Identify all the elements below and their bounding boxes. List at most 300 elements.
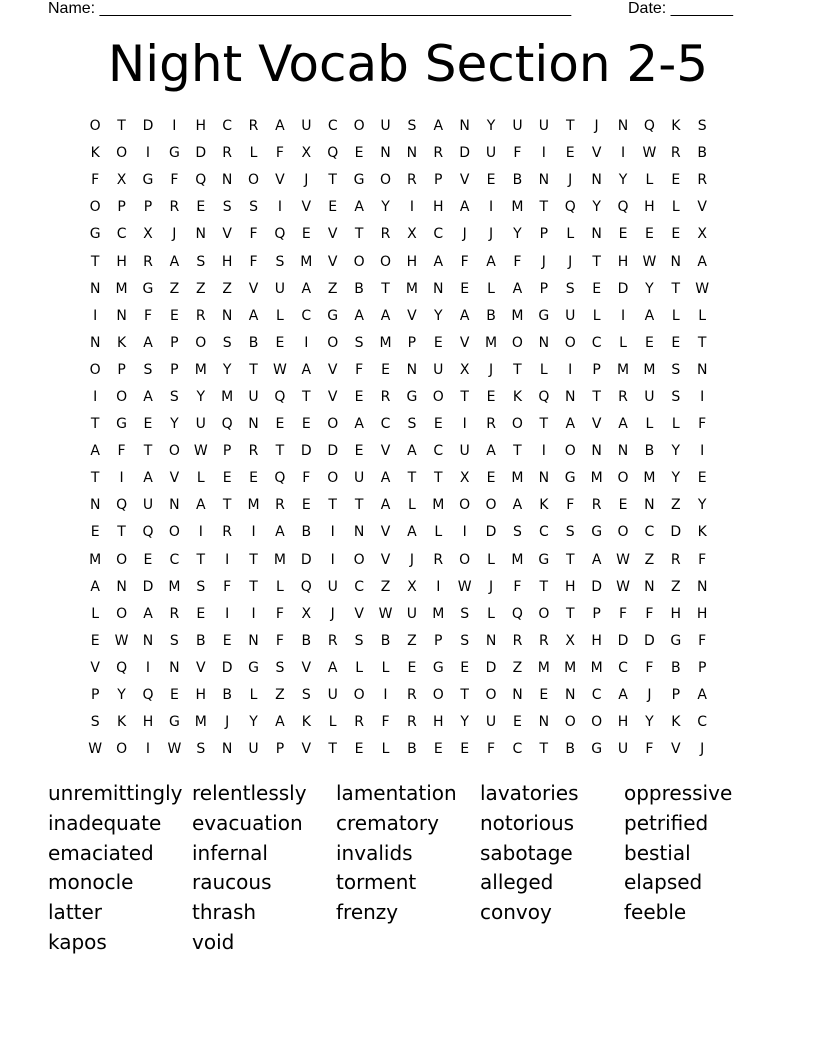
grid-letter[interactable]: A (618, 687, 628, 704)
grid-letter[interactable]: F (275, 605, 284, 622)
grid-letter[interactable]: F (170, 172, 179, 189)
grid-letter[interactable]: T (565, 605, 575, 622)
grid-letter[interactable]: F (275, 145, 284, 162)
grid-letter[interactable]: K (671, 118, 681, 135)
grid-letter[interactable]: Q (274, 388, 286, 405)
grid-letter[interactable]: T (328, 172, 337, 189)
grid-letter[interactable]: R (591, 497, 602, 514)
grid-letter[interactable]: Q (116, 659, 128, 676)
grid-letter[interactable]: T (90, 470, 100, 487)
grid-letter[interactable]: L (328, 714, 337, 731)
grid-letter[interactable]: P (117, 361, 126, 378)
grid-letter[interactable]: X (459, 470, 470, 487)
grid-letter[interactable]: X (407, 226, 417, 243)
grid-letter[interactable]: F (249, 253, 258, 270)
grid-letter[interactable]: R (670, 145, 681, 162)
grid-letter[interactable]: T (117, 524, 126, 541)
grid-letter[interactable]: M (590, 659, 603, 676)
grid-letter[interactable]: I (330, 551, 335, 568)
grid-letter[interactable]: D (300, 551, 312, 568)
grid-letter[interactable]: F (645, 605, 654, 622)
grid-letter[interactable]: H (591, 632, 602, 649)
grid-letter[interactable]: I (541, 145, 546, 162)
grid-letter[interactable]: D (670, 524, 682, 541)
grid-letter[interactable]: I (172, 118, 177, 135)
grid-letter[interactable]: D (300, 443, 312, 460)
grid-letter[interactable]: I (251, 524, 256, 541)
grid-letter[interactable]: O (353, 253, 365, 270)
grid-letter[interactable]: A (90, 443, 100, 460)
grid-letter[interactable]: K (116, 714, 127, 731)
grid-letter[interactable]: Y (618, 172, 628, 189)
grid-letter[interactable]: W (167, 741, 182, 758)
grid-letter[interactable]: Q (538, 388, 550, 405)
grid-letter[interactable]: S (565, 280, 575, 297)
grid-letter[interactable]: N (670, 253, 682, 270)
grid-letter[interactable]: Y (249, 714, 258, 731)
grid-letter[interactable]: F (355, 361, 364, 378)
grid-letter[interactable]: V (697, 199, 707, 216)
grid-letter[interactable]: T (354, 497, 364, 514)
grid-letter[interactable]: Y (117, 687, 126, 704)
grid-letter[interactable]: U (644, 388, 655, 405)
grid-letter[interactable]: E (618, 226, 628, 243)
grid-letter[interactable]: I (700, 388, 705, 405)
grid-letter[interactable]: E (644, 334, 654, 351)
grid-letter[interactable]: J (409, 551, 414, 568)
grid-letter[interactable]: O (116, 145, 128, 162)
grid-letter[interactable]: A (248, 307, 259, 324)
grid-letter[interactable]: O (168, 443, 180, 460)
grid-letter[interactable]: Y (513, 226, 522, 243)
grid-letter[interactable]: U (485, 714, 497, 731)
grid-letter[interactable]: R (222, 524, 233, 541)
grid-letter[interactable]: Q (511, 605, 523, 622)
grid-letter[interactable]: Q (643, 118, 655, 135)
grid-letter[interactable]: H (433, 714, 444, 731)
grid-letter[interactable]: H (617, 714, 629, 731)
grid-letter[interactable]: V (301, 659, 312, 676)
grid-letter[interactable]: A (565, 416, 576, 433)
grid-letter[interactable]: I (277, 199, 282, 216)
grid-letter[interactable]: I (93, 307, 98, 324)
grid-letter[interactable]: X (301, 605, 312, 622)
grid-letter[interactable]: B (670, 659, 681, 676)
grid-letter[interactable]: L (196, 470, 205, 487)
grid-letter[interactable]: F (275, 632, 284, 649)
grid-letter[interactable]: N (221, 172, 233, 189)
grid-letter[interactable]: T (592, 253, 601, 270)
grid-letter[interactable]: B (697, 145, 707, 162)
grid-letter[interactable]: M (485, 334, 498, 351)
grid-letter[interactable]: D (327, 443, 339, 460)
grid-letter[interactable]: D (142, 578, 154, 595)
grid-letter[interactable]: J (304, 172, 309, 189)
grid-letter[interactable]: S (249, 199, 258, 216)
grid-letter[interactable]: K (671, 714, 681, 731)
grid-letter[interactable]: T (671, 280, 681, 297)
grid-letter[interactable]: G (406, 388, 418, 405)
grid-letter[interactable]: L (407, 497, 416, 514)
grid-letter[interactable]: M (590, 470, 603, 487)
grid-letter[interactable]: H (195, 687, 207, 704)
grid-letter[interactable]: M (89, 551, 102, 568)
grid-letter[interactable]: C (618, 659, 628, 676)
grid-letter[interactable]: Y (460, 714, 469, 731)
grid-letter[interactable]: U (617, 741, 629, 758)
grid-letter[interactable]: G (591, 524, 603, 541)
grid-letter[interactable]: A (143, 470, 153, 487)
grid-letter[interactable]: O (564, 334, 576, 351)
grid-letter[interactable]: Q (300, 578, 312, 595)
grid-letter[interactable]: C (512, 741, 523, 758)
grid-letter[interactable]: M (194, 714, 207, 731)
grid-letter[interactable]: T (90, 253, 100, 270)
grid-letter[interactable]: T (460, 687, 469, 704)
grid-letter[interactable]: A (486, 253, 496, 270)
grid-letter[interactable]: S (196, 578, 206, 595)
grid-letter[interactable]: A (459, 307, 470, 324)
grid-letter[interactable]: T (302, 388, 311, 405)
grid-letter[interactable]: J (594, 118, 599, 135)
grid-letter[interactable]: E (513, 714, 522, 731)
grid-letter[interactable]: A (407, 443, 417, 460)
grid-letter[interactable]: R (275, 497, 285, 514)
grid-letter[interactable]: S (143, 361, 153, 378)
grid-letter[interactable]: P (143, 199, 153, 216)
grid-letter[interactable]: I (145, 659, 151, 676)
grid-letter[interactable]: O (353, 118, 365, 135)
grid-letter[interactable]: R (222, 145, 233, 162)
grid-letter[interactable]: N (169, 497, 180, 514)
grid-letter[interactable]: A (143, 605, 153, 622)
grid-letter[interactable]: X (143, 226, 153, 243)
grid-letter[interactable]: C (433, 226, 444, 243)
grid-letter[interactable]: I (145, 741, 151, 758)
grid-letter[interactable]: X (459, 361, 470, 378)
grid-letter[interactable]: V (327, 226, 338, 243)
grid-letter[interactable]: E (275, 334, 285, 351)
grid-letter[interactable]: R (169, 199, 180, 216)
grid-letter[interactable]: D (195, 145, 207, 162)
grid-letter[interactable]: P (90, 687, 100, 704)
grid-letter[interactable]: V (327, 361, 338, 378)
grid-letter[interactable]: R (697, 172, 708, 189)
grid-letter[interactable]: N (591, 172, 602, 189)
grid-letter[interactable]: G (142, 280, 154, 297)
grid-letter[interactable]: E (671, 334, 681, 351)
grid-letter[interactable]: K (90, 145, 100, 162)
grid-letter[interactable]: I (462, 524, 467, 541)
grid-letter[interactable]: V (380, 443, 391, 460)
grid-letter[interactable]: N (512, 687, 523, 704)
grid-letter[interactable]: U (538, 118, 549, 135)
grid-letter[interactable]: S (90, 714, 100, 731)
grid-letter[interactable]: O (617, 524, 629, 541)
grid-letter[interactable]: C (301, 307, 312, 324)
grid-letter[interactable]: I (620, 145, 626, 162)
grid-letter[interactable]: E (486, 388, 496, 405)
grid-letter[interactable]: J (541, 253, 546, 270)
grid-letter[interactable]: A (354, 199, 364, 216)
grid-letter[interactable]: T (222, 497, 232, 514)
grid-letter[interactable]: N (406, 361, 418, 378)
grid-letter[interactable]: F (566, 497, 575, 514)
grid-letter[interactable]: Y (645, 714, 654, 731)
grid-letter[interactable]: D (591, 578, 602, 595)
grid-letter[interactable]: D (617, 280, 629, 297)
grid-letter[interactable]: H (142, 714, 154, 731)
grid-letter[interactable]: D (142, 118, 154, 135)
grid-letter[interactable]: O (89, 361, 101, 378)
grid-letter[interactable]: N (248, 632, 259, 649)
grid-letter[interactable]: A (354, 416, 364, 433)
grid-letter[interactable]: A (644, 307, 655, 324)
grid-letter[interactable]: T (565, 118, 575, 135)
grid-letter[interactable]: J (647, 687, 652, 704)
grid-letter[interactable]: F (249, 226, 258, 243)
grid-letter[interactable]: T (196, 551, 206, 568)
grid-letter[interactable]: B (301, 524, 312, 541)
grid-letter[interactable]: Y (645, 280, 654, 297)
grid-letter[interactable]: E (143, 416, 153, 433)
grid-letter[interactable]: A (380, 307, 391, 324)
grid-letter[interactable]: B (407, 741, 417, 758)
grid-letter[interactable]: G (248, 659, 259, 676)
grid-letter[interactable]: Q (221, 416, 233, 433)
grid-letter[interactable]: T (328, 497, 337, 514)
grid-letter[interactable]: E (196, 199, 206, 216)
grid-letter[interactable]: L (698, 307, 707, 324)
grid-letter[interactable]: S (301, 687, 311, 704)
grid-letter[interactable]: J (172, 226, 177, 243)
grid-letter[interactable]: O (485, 497, 497, 514)
grid-letter[interactable]: S (196, 253, 206, 270)
grid-letter[interactable]: G (353, 172, 365, 189)
grid-letter[interactable]: F (645, 741, 654, 758)
grid-letter[interactable]: U (327, 687, 338, 704)
grid-letter[interactable]: N (116, 307, 127, 324)
grid-letter[interactable]: L (91, 605, 100, 622)
grid-letter[interactable]: M (300, 253, 313, 270)
grid-letter[interactable]: E (222, 470, 232, 487)
grid-letter[interactable]: J (488, 226, 494, 243)
grid-letter[interactable]: D (485, 524, 497, 541)
grid-letter[interactable]: W (642, 253, 657, 270)
grid-letter[interactable]: E (354, 741, 364, 758)
grid-letter[interactable]: Z (275, 687, 285, 704)
grid-letter[interactable]: R (143, 253, 153, 270)
grid-letter[interactable]: S (275, 659, 285, 676)
grid-letter[interactable]: F (618, 605, 628, 622)
grid-letter[interactable]: G (670, 632, 682, 649)
grid-letter[interactable]: A (143, 334, 153, 351)
grid-letter[interactable]: K (512, 388, 523, 405)
grid-letter[interactable]: O (379, 172, 391, 189)
grid-letter[interactable]: A (433, 253, 444, 270)
grid-letter[interactable]: L (276, 307, 284, 324)
grid-letter[interactable]: T (539, 199, 549, 216)
grid-letter[interactable]: C (354, 578, 364, 595)
grid-letter[interactable]: E (328, 199, 338, 216)
grid-letter[interactable]: A (697, 687, 707, 704)
grid-letter[interactable]: L (619, 334, 627, 351)
grid-letter[interactable]: X (116, 172, 127, 189)
grid-letter[interactable]: R (670, 551, 681, 568)
grid-letter[interactable]: E (671, 226, 681, 243)
grid-letter[interactable]: O (432, 388, 444, 405)
grid-letter[interactable]: W (193, 443, 208, 460)
grid-letter[interactable]: M (511, 551, 524, 568)
grid-letter[interactable]: R (407, 687, 417, 704)
grid-letter[interactable]: R (407, 172, 417, 189)
grid-letter[interactable]: V (275, 172, 285, 189)
grid-letter[interactable]: N (485, 632, 497, 649)
grid-letter[interactable]: N (538, 714, 550, 731)
grid-letter[interactable]: F (698, 551, 707, 568)
grid-letter[interactable]: E (486, 470, 496, 487)
grid-letter[interactable]: N (644, 497, 655, 514)
grid-letter[interactable]: V (671, 741, 681, 758)
grid-letter[interactable]: T (249, 361, 258, 378)
grid-letter[interactable]: B (512, 172, 523, 189)
grid-letter[interactable]: O (538, 605, 550, 622)
grid-letter[interactable]: O (564, 714, 576, 731)
grid-letter[interactable]: T (539, 741, 549, 758)
grid-letter[interactable]: K (301, 714, 311, 731)
grid-letter[interactable]: R (538, 632, 549, 649)
grid-letter[interactable]: I (436, 578, 441, 595)
grid-letter[interactable]: M (194, 361, 207, 378)
grid-letter[interactable]: A (407, 524, 417, 541)
grid-letter[interactable]: F (645, 659, 654, 676)
grid-letter[interactable]: Z (644, 551, 655, 568)
grid-letter[interactable]: Z (327, 280, 338, 297)
grid-letter[interactable]: U (142, 497, 154, 514)
grid-letter[interactable]: D (459, 145, 471, 162)
grid-letter[interactable]: N (89, 334, 101, 351)
grid-letter[interactable]: Q (274, 226, 286, 243)
grid-letter[interactable]: T (513, 443, 522, 460)
grid-letter[interactable]: Y (222, 361, 232, 378)
grid-letter[interactable]: I (488, 199, 494, 216)
grid-letter[interactable]: C (591, 687, 602, 704)
grid-letter[interactable]: E (301, 226, 311, 243)
grid-letter[interactable]: T (249, 551, 258, 568)
grid-letter[interactable]: V (222, 226, 232, 243)
grid-letter[interactable]: A (618, 416, 628, 433)
grid-letter[interactable]: J (225, 714, 230, 731)
grid-letter[interactable]: M (432, 605, 445, 622)
grid-letter[interactable]: Y (697, 497, 707, 514)
grid-letter[interactable]: V (248, 280, 259, 297)
grid-letter[interactable]: O (89, 199, 101, 216)
grid-letter[interactable]: D (485, 659, 497, 676)
grid-letter[interactable]: W (642, 145, 657, 162)
grid-letter[interactable]: E (460, 280, 470, 297)
grid-letter[interactable]: A (433, 118, 444, 135)
grid-letter[interactable]: J (488, 578, 494, 595)
grid-letter[interactable]: K (539, 497, 549, 514)
grid-letter[interactable]: F (698, 416, 707, 433)
grid-letter[interactable]: C (644, 524, 655, 541)
grid-letter[interactable]: Q (142, 687, 154, 704)
grid-letter[interactable]: I (620, 307, 626, 324)
grid-letter[interactable]: Y (433, 307, 443, 324)
grid-letter[interactable]: T (513, 361, 522, 378)
grid-letter[interactable]: H (406, 253, 418, 270)
grid-letter[interactable]: I (304, 334, 309, 351)
grid-letter[interactable]: A (354, 307, 364, 324)
grid-letter[interactable]: O (353, 687, 365, 704)
grid-letter[interactable]: W (695, 280, 710, 297)
grid-letter[interactable]: N (617, 118, 629, 135)
grid-letter[interactable]: D (644, 632, 655, 649)
grid-letter[interactable]: R (248, 443, 259, 460)
grid-letter[interactable]: I (568, 361, 573, 378)
grid-letter[interactable]: M (115, 280, 128, 297)
grid-letter[interactable]: E (539, 687, 549, 704)
grid-letter[interactable]: E (249, 470, 258, 487)
grid-letter[interactable]: L (276, 578, 284, 595)
grid-letter[interactable]: S (196, 741, 206, 758)
grid-letter[interactable]: F (487, 741, 496, 758)
grid-letter[interactable]: M (511, 307, 524, 324)
grid-letter[interactable]: M (511, 470, 524, 487)
grid-letter[interactable]: G (168, 714, 180, 731)
grid-letter[interactable]: N (89, 497, 101, 514)
grid-letter[interactable]: V (195, 659, 206, 676)
grid-letter[interactable]: L (249, 687, 258, 704)
grid-letter[interactable]: F (143, 307, 152, 324)
grid-letter[interactable]: Q (564, 199, 576, 216)
grid-letter[interactable]: L (381, 741, 390, 758)
grid-letter[interactable]: V (354, 605, 364, 622)
grid-letter[interactable]: N (459, 118, 470, 135)
grid-letter[interactable]: E (460, 659, 470, 676)
grid-letter[interactable]: P (407, 334, 417, 351)
grid-letter[interactable]: E (381, 361, 390, 378)
grid-letter[interactable]: O (353, 551, 365, 568)
grid-letter[interactable]: N (353, 524, 365, 541)
grid-letter[interactable]: V (459, 334, 470, 351)
grid-letter[interactable]: N (538, 470, 550, 487)
grid-letter[interactable]: U (380, 118, 391, 135)
grid-letter[interactable]: S (222, 334, 232, 351)
grid-letter[interactable]: O (327, 470, 339, 487)
grid-letter[interactable]: W (616, 578, 630, 595)
grid-letter[interactable]: R (512, 632, 523, 649)
grid-letter[interactable]: V (407, 307, 417, 324)
grid-letter[interactable]: P (592, 361, 601, 378)
grid-letter[interactable]: M (511, 199, 524, 216)
grid-letter[interactable]: S (460, 605, 470, 622)
grid-letter[interactable]: E (644, 226, 654, 243)
grid-letter[interactable]: Y (671, 443, 681, 460)
grid-letter[interactable]: O (116, 605, 128, 622)
grid-letter[interactable]: Y (671, 470, 681, 487)
grid-letter[interactable]: Y (381, 199, 390, 216)
grid-letter[interactable]: T (275, 443, 285, 460)
grid-letter[interactable]: M (221, 388, 234, 405)
grid-letter[interactable]: D (617, 632, 629, 649)
grid-letter[interactable]: K (697, 524, 707, 541)
grid-letter[interactable]: A (301, 280, 312, 297)
grid-letter[interactable]: L (566, 226, 575, 243)
grid-letter[interactable]: M (405, 280, 418, 297)
grid-letter[interactable]: B (195, 632, 206, 649)
grid-letter[interactable]: A (301, 361, 312, 378)
